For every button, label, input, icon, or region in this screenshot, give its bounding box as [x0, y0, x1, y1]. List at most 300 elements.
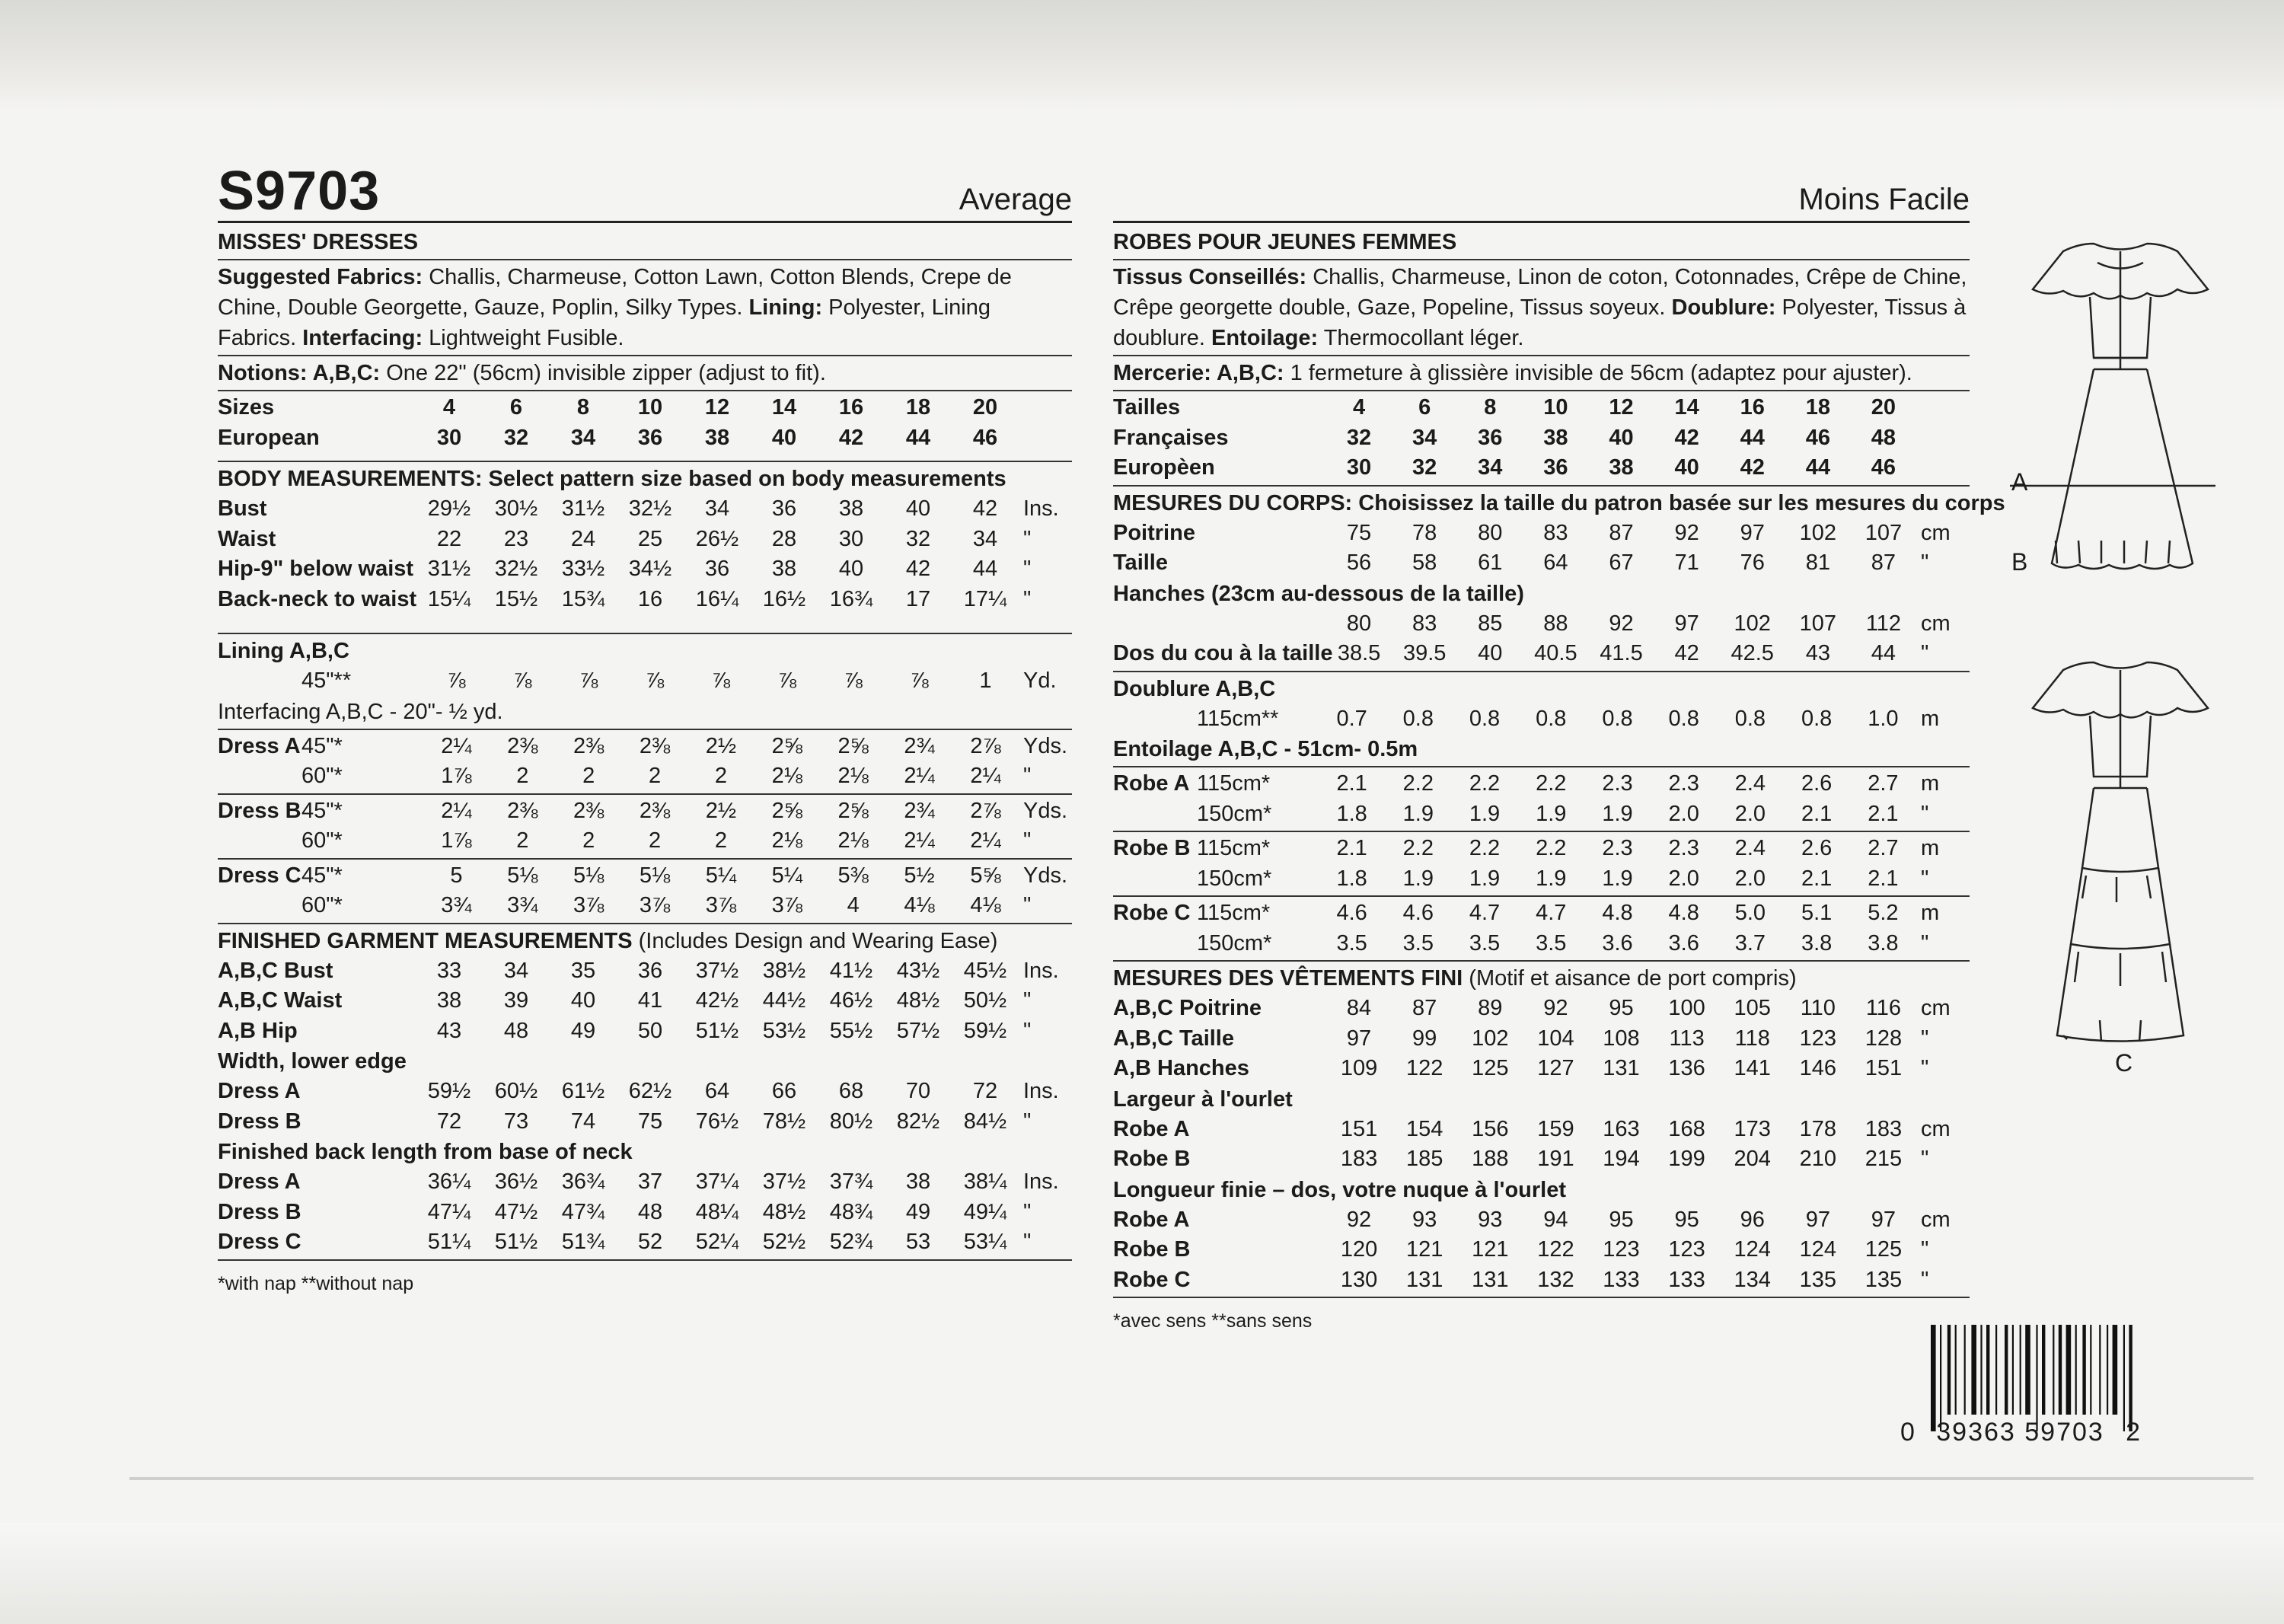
cell-value: 159 [1537, 1116, 1574, 1141]
cell-value: 81 [1805, 550, 1830, 575]
barcode-bar [1995, 1325, 1997, 1415]
cell-value: 32 [503, 425, 529, 450]
cell-value: 40 [1609, 425, 1634, 450]
header-rule [218, 221, 1072, 223]
cell-value: 2⅜ [507, 733, 538, 758]
unit: Ins. [1023, 496, 1059, 521]
length-row [1113, 1205, 1970, 1236]
length-row [1113, 1235, 1970, 1265]
cell-value: 0.8 [1668, 706, 1699, 731]
cell-value: 58 [1412, 550, 1437, 575]
cell-value: 72 [972, 1079, 998, 1103]
cell-value: 18 [1805, 395, 1830, 420]
unit: " [1023, 1018, 1032, 1043]
cell-value: 43 [436, 1018, 462, 1043]
barcode-bar [1947, 1325, 1951, 1415]
cell-value: 16 [838, 395, 864, 420]
cell-value: 3⅞ [639, 893, 671, 917]
cell-value: 125 [1472, 1056, 1509, 1080]
cell-value: 64 [1543, 550, 1568, 575]
cell-value: 2.0 [1734, 866, 1766, 891]
cell-value: 185 [1405, 1147, 1443, 1171]
row-label: Back-neck to waist [218, 586, 417, 611]
unit: cm [1921, 1207, 1951, 1232]
unit: " [1921, 1267, 1929, 1292]
body-heading: BODY MEASUREMENTS: Select pattern size based on body measurements [218, 467, 1006, 491]
cell-value: 4⅛ [970, 893, 1001, 917]
unit: " [1023, 1109, 1032, 1134]
cell-value: 1.9 [1536, 866, 1567, 891]
cell-value: 36½ [494, 1169, 538, 1194]
unit: " [1023, 586, 1032, 611]
section-title: ROBES POUR JEUNES FEMMES [1113, 230, 1457, 254]
cell-value: 46½ [829, 988, 873, 1013]
cell-value: 4.8 [1602, 901, 1633, 925]
row-label [218, 666, 301, 697]
cell-value: 136 [1668, 1056, 1705, 1080]
cell-value: 41.5 [1600, 641, 1643, 665]
cell-value: 78½ [762, 1109, 806, 1134]
cell-value: 2⅝ [771, 798, 802, 823]
lining-row [218, 666, 1072, 697]
cell-value: 95 [1609, 996, 1634, 1020]
cell-value: 93 [1478, 1207, 1503, 1232]
row-label: Robe C [1113, 901, 1191, 925]
cell-value: 14 [771, 395, 797, 420]
divider [1113, 831, 1970, 832]
cell-value: 10 [637, 395, 663, 420]
row-label: A,B,C Bust [218, 958, 333, 983]
cell-value: 17¼ [963, 586, 1007, 611]
cell-value: 2.0 [1734, 801, 1766, 826]
barcode-bar [2005, 1325, 2008, 1415]
cell-value: 36 [771, 496, 797, 521]
barcode-bar [2075, 1325, 2077, 1415]
cell-value: 102 [1799, 520, 1837, 545]
yardage-row [218, 761, 1072, 792]
cell-value: 42 [1674, 425, 1699, 450]
cell-value: 80½ [829, 1109, 873, 1134]
row-label [218, 761, 301, 792]
cell-value: 183 [1865, 1116, 1903, 1141]
barcode-bar [2099, 1325, 2101, 1415]
unit: Yds. [1023, 863, 1068, 888]
cell-value: 17 [905, 586, 931, 611]
row-label: Robe A [1113, 1207, 1190, 1232]
unit: " [1921, 866, 1929, 891]
width-table [218, 1077, 1072, 1137]
unit: " [1921, 801, 1929, 826]
cell-value: 2⅝ [837, 733, 869, 758]
cell-value: 122 [1405, 1056, 1443, 1080]
cell-value: 173 [1734, 1116, 1771, 1141]
lining-row [1113, 704, 1970, 735]
yardage-row [1113, 769, 1970, 799]
cell-value: 35 [570, 958, 596, 983]
cell-value: 53 [905, 1230, 931, 1254]
cell-value: 42 [1674, 641, 1699, 665]
cell-value: 2.2 [1536, 836, 1567, 860]
cell-value: 120 [1340, 1237, 1378, 1262]
envelope-top-band [0, 0, 2284, 114]
cell-value: 74 [570, 1109, 596, 1134]
cell-value: 84½ [963, 1109, 1007, 1134]
cell-value: 47½ [494, 1199, 538, 1224]
yardage-row [1113, 799, 1970, 830]
cell-value: 1.0 [1868, 706, 1899, 731]
unit [1916, 453, 1970, 483]
cell-value: 131 [1472, 1267, 1509, 1292]
cell-value: 15¼ [427, 586, 471, 611]
row-label: Dress B [218, 1109, 301, 1134]
cell-value: 45½ [963, 958, 1007, 983]
cell-value: 131 [1603, 1056, 1640, 1080]
cell-value: 2 [582, 828, 595, 853]
cell-value: 5⅝ [970, 863, 1001, 888]
cell-value: 2½ [705, 798, 737, 823]
cell-value: 34½ [628, 557, 672, 581]
cell-value: 95 [1674, 1207, 1699, 1232]
cell-value: 3.8 [1868, 930, 1899, 956]
cell-value: 38 [1543, 425, 1568, 450]
cell-value: 87 [1412, 996, 1437, 1020]
pattern-code: S9703 [218, 161, 381, 222]
hip-heading: Hanches (23cm au-dessous de la taille) [1113, 581, 1524, 606]
fabric-width: 60"* [301, 764, 343, 788]
cell-value: 37½ [762, 1169, 806, 1194]
cell-value: 20 [1871, 395, 1896, 420]
cell-value: 2 [648, 764, 662, 788]
row-label [1113, 609, 1326, 640]
cell-value: 62½ [628, 1079, 672, 1103]
cell-value: 8 [1484, 395, 1497, 420]
cell-value: 52 [637, 1230, 663, 1254]
cell-value: 4.7 [1536, 901, 1567, 925]
body-row [1113, 548, 1970, 579]
length-row [218, 1198, 1072, 1228]
cell-value: 2.1 [1868, 866, 1899, 891]
unit: Yd. [1023, 668, 1057, 693]
fabric-width: 45"* [301, 863, 343, 888]
cell-value: 3.5 [1336, 930, 1367, 956]
unit: cm [1921, 1116, 1951, 1141]
cell-value: 47¼ [427, 1199, 471, 1224]
cell-value: 92 [1609, 611, 1634, 636]
cell-value: 104 [1537, 1026, 1574, 1051]
french-content [1113, 227, 2005, 1332]
length-row [218, 1227, 1072, 1258]
cell-value: 71 [1674, 550, 1699, 575]
cell-value: 2.3 [1668, 771, 1699, 796]
cell-value: 32 [905, 526, 931, 551]
barcode-number: 0 39363 59703 2 [1900, 1418, 2141, 1447]
unit [1916, 423, 1970, 454]
cell-value: 44 [905, 425, 931, 450]
barcode-bar [2059, 1325, 2062, 1415]
finished-heading: MESURES DES VÊTEMENTS FINI (Motif et aisance de port compris) [1113, 966, 1797, 991]
length-row [218, 1167, 1072, 1198]
row-label [1113, 799, 1197, 830]
cell-value: 4 [1352, 395, 1366, 420]
cell-value: 82½ [896, 1109, 940, 1134]
divider [1113, 259, 1970, 260]
row-label: Dress B [218, 1199, 301, 1224]
cell-value: 44 [1740, 425, 1765, 450]
cell-value: 48 [637, 1199, 663, 1224]
divider [1113, 485, 1970, 487]
cell-value: 0.8 [1801, 706, 1833, 731]
cell-value: 4.6 [1336, 901, 1367, 925]
lining-table [218, 666, 1072, 697]
cell-value: 0.8 [1734, 706, 1766, 731]
cell-value: 34 [570, 425, 596, 450]
row-label: Hip-9" below waist [218, 557, 414, 581]
cell-value: 1.9 [1536, 801, 1567, 826]
barcode-bar [2053, 1325, 2054, 1415]
cell-value: 52½ [762, 1230, 806, 1254]
yardage-row [1113, 834, 1970, 864]
cell-value: 48½ [762, 1199, 806, 1224]
cell-value: 2¾ [904, 733, 935, 758]
cell-value: 41 [637, 988, 663, 1013]
cell-value: 2.3 [1602, 836, 1633, 860]
cell-value: ⅞ [910, 668, 929, 693]
notions-text: Mercerie: A,B,C: 1 fermeture à glissière invisible de 56cm (adaptez pour ajuster). [1113, 361, 1912, 385]
cell-value: 112 [1865, 611, 1902, 636]
cell-value: 15½ [494, 586, 538, 611]
fabric-width: 115cm** [1197, 706, 1279, 731]
cell-value: 3⅞ [705, 893, 737, 917]
cell-value: 29½ [427, 496, 471, 521]
cell-value: 36 [637, 425, 663, 450]
size-row [218, 393, 1072, 423]
cell-value: 5⅛ [573, 863, 604, 888]
cell-value: 124 [1734, 1237, 1771, 1262]
cell-value: 168 [1668, 1116, 1705, 1141]
yardage-row [218, 732, 1072, 762]
divider [218, 858, 1072, 860]
cell-value: 67 [1609, 550, 1634, 575]
cell-value: 43½ [896, 958, 940, 983]
cell-value: 5⅛ [507, 863, 538, 888]
cell-value: 42½ [695, 988, 739, 1013]
cell-value: 61½ [561, 1079, 605, 1103]
cell-value: 33 [436, 958, 462, 983]
cell-value: 59½ [963, 1018, 1007, 1043]
cell-value: 30½ [494, 496, 538, 521]
unit: " [1023, 557, 1032, 581]
cell-value: 92 [1543, 996, 1568, 1020]
cell-value: 93 [1412, 1207, 1437, 1232]
cell-value: 44 [972, 557, 998, 581]
cell-value: 87 [1609, 520, 1634, 545]
unit: " [1921, 1026, 1929, 1051]
row-label: Françaises [1113, 425, 1229, 450]
yardage-row [218, 861, 1072, 892]
barcode-bar [1964, 1325, 1966, 1415]
cell-value: 46 [1871, 455, 1896, 480]
cell-value: 2.4 [1734, 836, 1766, 860]
cell-value: 133 [1603, 1267, 1640, 1292]
cell-value: 130 [1340, 1267, 1378, 1292]
divider [1113, 960, 1970, 962]
cell-value: 113 [1669, 1026, 1705, 1051]
finished-row [218, 986, 1072, 1016]
body-row [1113, 609, 1970, 640]
cell-value: ⅞ [447, 668, 466, 693]
cell-value: 80 [1478, 520, 1503, 545]
cell-value: 56 [1346, 550, 1372, 575]
row-label: A,B,C Waist [218, 988, 343, 1013]
cell-value: 36 [1543, 455, 1568, 480]
fabric-width: 115cm* [1197, 836, 1271, 860]
cell-value: 5⅛ [639, 863, 671, 888]
cell-value: 0.8 [1536, 706, 1567, 731]
envelope-flap-edge [129, 1477, 2254, 1480]
cell-value: 46 [1805, 425, 1830, 450]
cell-value: 3.5 [1469, 930, 1501, 956]
cell-value: 57½ [896, 1018, 940, 1043]
cell-value: 2.0 [1668, 866, 1699, 891]
unit: Ins. [1023, 1079, 1059, 1103]
unit: m [1921, 901, 1940, 925]
unit: Ins. [1023, 958, 1059, 983]
cell-value: 2⅝ [837, 798, 869, 823]
cell-value: 34 [503, 958, 529, 983]
barcode-bar [1940, 1325, 1941, 1431]
cell-value: 102 [1734, 611, 1771, 636]
divider [218, 355, 1072, 356]
cell-value: 6 [509, 395, 523, 420]
cell-value: 2.2 [1402, 836, 1434, 860]
cell-value: 96 [1740, 1207, 1765, 1232]
lining-heading: Lining A,B,C [218, 639, 349, 663]
cell-value: 42.5 [1731, 641, 1774, 665]
cell-value: 37 [637, 1169, 663, 1194]
body-measurements-table [218, 494, 1072, 614]
cell-value: 1.8 [1336, 801, 1367, 826]
cell-value: 48½ [896, 988, 940, 1013]
barcode-bar [2036, 1325, 2037, 1431]
cell-value: 72 [436, 1109, 462, 1134]
cell-value: ⅞ [844, 668, 863, 693]
cell-value: 5.1 [1801, 901, 1833, 925]
cell-value: 100 [1668, 996, 1705, 1020]
length-heading: Longueur finie – dos, votre nuque à l'ourlet [1113, 1177, 1566, 1202]
cell-value: 52¾ [829, 1230, 873, 1254]
cell-value: 97 [1740, 520, 1765, 545]
finished-row [218, 956, 1072, 987]
cell-value: 2⅝ [771, 733, 802, 758]
cell-value: 51¼ [427, 1230, 471, 1254]
fabric-width: 150cm* [1197, 866, 1272, 891]
cell-value: 135 [1799, 1267, 1837, 1292]
interfacing-row: Interfacing A,B,C - 20"- ½ yd. [218, 699, 503, 724]
dress-ab-illustration [2010, 244, 2215, 569]
cell-value: 38 [905, 1169, 931, 1194]
size-row [1113, 393, 1970, 423]
body-row [218, 525, 1072, 555]
cell-value: 44 [1805, 455, 1830, 480]
cell-value: 2¼ [904, 828, 935, 853]
width-row [218, 1107, 1072, 1137]
cell-value: 38 [1609, 455, 1634, 480]
cell-value: 2 [714, 828, 727, 853]
cell-value: 32 [1412, 455, 1437, 480]
cell-value: 85 [1478, 611, 1503, 636]
unit: " [1023, 1230, 1032, 1254]
barcode-bar [2113, 1325, 2118, 1415]
cell-value: 41½ [829, 958, 873, 983]
row-label [218, 891, 301, 921]
divider [1113, 1297, 1970, 1298]
length-row [1113, 1265, 1970, 1296]
cell-value: 51½ [695, 1018, 739, 1043]
unit [1916, 393, 1970, 423]
cell-value: 134 [1734, 1267, 1771, 1292]
cell-value: 2.2 [1469, 836, 1501, 860]
cell-value: 40 [1478, 641, 1503, 665]
cell-value: 154 [1405, 1116, 1443, 1141]
cell-value: 107 [1799, 611, 1837, 636]
interfacing-row: Entoilage A,B,C - 51cm- 0.5m [1113, 737, 1418, 761]
cell-value: 2.1 [1336, 771, 1367, 796]
cell-value: 123 [1603, 1237, 1640, 1262]
cell-value: 3.7 [1734, 930, 1766, 956]
fabric-width: 115cm* [1197, 771, 1271, 796]
cell-value: 2.3 [1602, 771, 1633, 796]
row-label: Robe B [1113, 1237, 1191, 1262]
unit: " [1023, 1199, 1032, 1224]
fabric-width: 150cm* [1197, 930, 1272, 956]
divider [218, 633, 1072, 634]
cell-value: 4.7 [1469, 901, 1501, 925]
unit: " [1023, 764, 1032, 788]
unit: " [1023, 526, 1032, 551]
finished-table [1113, 994, 1970, 1084]
unit: Yds. [1023, 733, 1068, 758]
yardage-row [218, 826, 1072, 857]
cell-value: 1⅞ [441, 828, 472, 853]
cell-value: 5.2 [1868, 901, 1899, 925]
divider [1113, 895, 1970, 897]
cell-value: 38 [436, 988, 462, 1013]
label-a: A [2011, 468, 2028, 496]
cell-value: 38.5 [1337, 641, 1381, 665]
section-title: MISSES' DRESSES [218, 230, 419, 254]
dress-c-illustration [2033, 662, 2208, 1042]
unit: " [1921, 1056, 1929, 1080]
cell-value: 2.3 [1668, 836, 1699, 860]
fabric-width: 150cm* [1197, 801, 1272, 826]
unit: " [1921, 1147, 1929, 1171]
divider [218, 390, 1072, 391]
row-label: Robe A [1113, 771, 1190, 796]
divider [1113, 390, 1970, 391]
row-label: Waist [218, 526, 276, 551]
cell-value: 34 [972, 526, 998, 551]
cell-value: 135 [1865, 1267, 1903, 1292]
cell-value: 2.2 [1402, 771, 1434, 796]
cell-value: 4 [442, 395, 456, 420]
cell-value: 3⅞ [771, 893, 802, 917]
yardage-row [1113, 929, 1970, 959]
unit: Yds. [1023, 798, 1068, 823]
divider [218, 1259, 1072, 1261]
cell-value: 14 [1674, 395, 1699, 420]
cell-value: 42 [972, 496, 998, 521]
cell-value: 88 [1543, 611, 1568, 636]
